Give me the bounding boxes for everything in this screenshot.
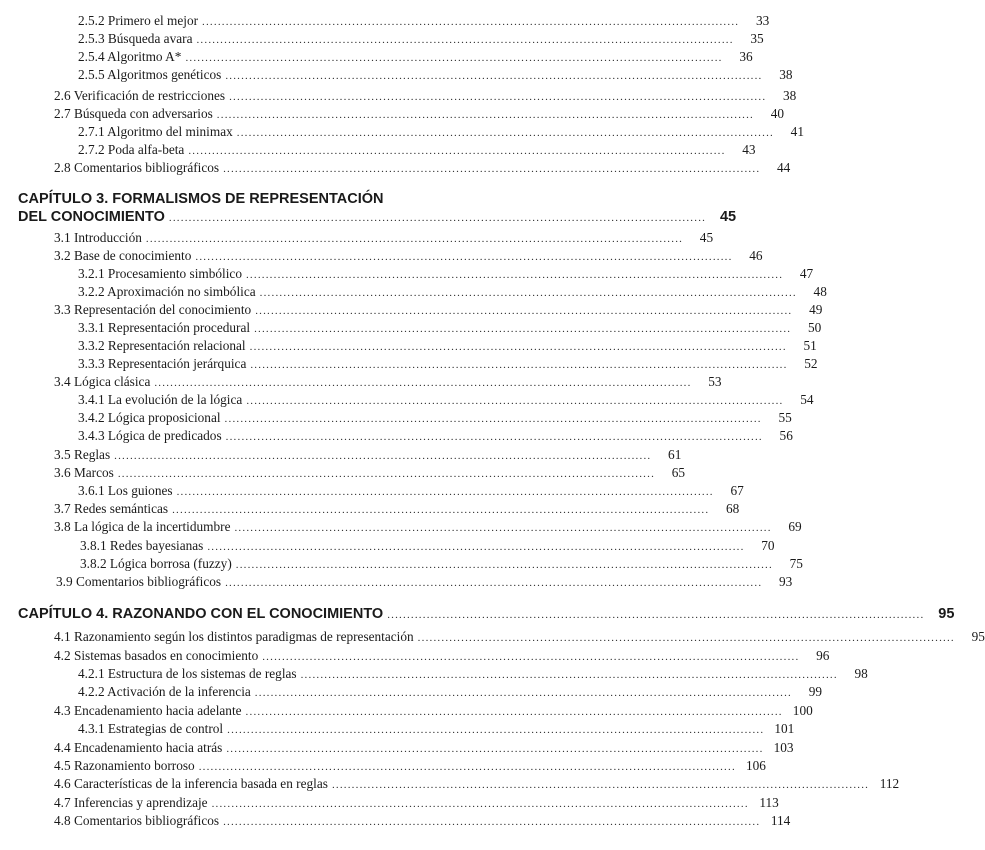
leader-dots: ........................................................................................................................................: [236, 127, 774, 139]
leader-dots: ........................................................................................................................................: [234, 522, 772, 534]
toc-entry-label: 3.1 Introducción: [54, 230, 142, 245]
toc-entry-page: 49: [809, 302, 823, 317]
leader-dots: ........................................................................................................................................: [227, 724, 765, 736]
leader-dots: ........................................................................................................................................: [223, 816, 761, 828]
toc-entry: [54, 702, 813, 719]
toc-entry-page: 48: [813, 284, 827, 299]
toc-entry: [78, 720, 795, 737]
toc-entry-label: 4.4 Encadenamiento hacia atrás: [54, 740, 223, 755]
leader-dots: ........................................................................................................................................: [114, 450, 652, 462]
toc-entry-page: 68: [726, 501, 740, 516]
toc-entry: [54, 373, 722, 390]
leader-dots: ........................................................................................................................................: [168, 212, 707, 224]
toc-entry-page: 41: [790, 124, 804, 139]
toc-entry-page: 103: [773, 740, 794, 755]
toc-entry: [78, 482, 744, 499]
toc-entry-page: 52: [804, 356, 818, 371]
leader-dots: ........................................................................................................................................: [202, 16, 740, 28]
toc-entry: [54, 812, 791, 829]
toc-entry: [78, 665, 868, 682]
toc-entry-label: 3.3.1 Representación procedural: [78, 320, 251, 335]
toc-entry-page: 65: [671, 465, 686, 480]
toc-entry: [54, 518, 802, 535]
toc-entry: [78, 409, 792, 426]
toc-entry-page: 112: [879, 776, 900, 791]
leader-dots: ........................................................................................................................................: [254, 323, 792, 335]
toc-entry: [78, 123, 804, 140]
leader-dots: ........................................................................................................................................: [198, 761, 736, 773]
toc-entry: [54, 301, 823, 318]
toc-entry-page: 51: [803, 338, 817, 353]
toc-entry-label: 2.6 Verificación de restricciones: [54, 88, 226, 103]
toc-entry: [54, 775, 900, 792]
toc-entry-page: 70: [761, 538, 775, 553]
toc-entry: [54, 647, 830, 664]
toc-entry-label: 3.3.3 Representación jerárquica: [78, 356, 247, 371]
toc-entry-page: 56: [779, 428, 793, 443]
leader-dots: ........................................................................................................................................: [246, 395, 784, 407]
toc-entry: [78, 66, 793, 83]
leader-dots: ........................................................................................................................................: [196, 34, 734, 46]
chapter-3-title-line1: CAPÍTULO 3. FORMALISMOS DE REPRESENTACIÓN: [18, 191, 384, 207]
toc-entry-page: 44: [776, 160, 791, 175]
toc-entry-page: 54: [800, 392, 814, 407]
toc-entry-page: 98: [854, 666, 868, 681]
toc-entry: [54, 446, 682, 463]
toc-entry-label: 3.7 Redes semánticas: [54, 501, 169, 516]
toc-entry-label: 4.6 Características de la inferencia basada en reglas: [54, 776, 328, 791]
leader-dots: ........................................................................................................................................: [188, 145, 726, 157]
toc-entry-label: 2.5.2 Primero el mejor: [78, 13, 199, 28]
toc-entry: [78, 355, 818, 372]
toc-entry-page: 46: [749, 248, 763, 263]
toc-entry-label: 3.3 Representación del conocimiento: [54, 302, 252, 317]
leader-dots: ........................................................................................................................................: [249, 341, 787, 353]
toc-entry: [54, 87, 797, 104]
toc-entry-label: 2.7.1 Algoritmo del minimax: [78, 124, 233, 139]
toc-entry-page: 38: [782, 88, 797, 103]
toc-entry-label: 4.7 Inferencias y aprendizaje: [54, 795, 208, 810]
toc-entry-page: 96: [816, 648, 830, 663]
toc-entry-label: 3.9 Comentarios bibliográficos: [56, 574, 222, 589]
toc-entry-page: 113: [759, 795, 779, 810]
toc-entry-label: 2.5.5 Algoritmos genéticos: [78, 67, 222, 82]
toc-entry: [54, 105, 784, 122]
leader-dots: ........................................................................................................................................: [211, 798, 749, 810]
leader-dots: ........................................................................................................................................: [225, 431, 763, 443]
chapter-3-page: 45: [719, 209, 737, 225]
toc-entry-page: 93: [778, 574, 793, 589]
toc-entry: [54, 159, 791, 176]
toc-entry-page: 35: [750, 31, 764, 46]
leader-dots: ........................................................................................................................................: [300, 669, 838, 681]
leader-dots: ........................................................................................................................................: [387, 609, 925, 621]
toc-entry-page: 40: [770, 106, 784, 121]
toc-entry-label: 2.5.4 Algoritmo A*: [78, 49, 182, 64]
leader-dots: ........................................................................................................................................: [117, 468, 656, 480]
toc-entry: [80, 555, 803, 572]
toc-entry-page: 95: [971, 629, 985, 644]
toc-entry-page: 106: [745, 758, 766, 773]
chapter-3-title-text: DEL CONOCIMIENTO: [18, 209, 165, 225]
toc-entry: [54, 628, 985, 645]
toc-entry-page: 33: [755, 13, 770, 28]
chapter-3-title-line2: [18, 208, 737, 226]
leader-dots: ........................................................................................................................................: [229, 91, 767, 103]
toc-entry-page: 55: [778, 410, 792, 425]
leader-dots: ........................................................................................................................................: [254, 687, 792, 699]
toc-entry-label: 4.2.2 Activación de la inferencia: [78, 684, 251, 699]
leader-dots: ........................................................................................................................................: [224, 413, 762, 425]
leader-dots: ........................................................................................................................................: [223, 163, 761, 175]
toc-entry: [78, 283, 827, 300]
toc-entry-label: 4.1 Razonamiento según los distintos paradigmas de representación: [54, 629, 414, 644]
toc-entry: [54, 247, 763, 264]
toc-entry: [78, 265, 814, 282]
leader-dots: ........................................................................................................................................: [185, 52, 723, 64]
leader-dots: ........................................................................................................................................: [235, 559, 773, 571]
toc-entry: [78, 683, 822, 700]
toc-entry-label: 3.8 La lógica de la incertidumbre: [54, 519, 231, 534]
toc-entry-page: 99: [808, 684, 822, 699]
toc-entry: [80, 537, 775, 554]
toc-entry-label: 4.2 Sistemas basados en conocimiento: [54, 648, 259, 663]
toc-entry-label: 3.5 Reglas: [54, 447, 111, 462]
toc-entry-label: 3.2.1 Procesamiento simbólico: [78, 266, 242, 281]
toc-entry-label: 3.4 Lógica clásica: [54, 374, 151, 389]
toc-entry: [54, 757, 766, 774]
toc-entry: [78, 12, 770, 29]
toc-entry: [54, 229, 714, 246]
leader-dots: ........................................................................................................................................: [245, 706, 783, 718]
leader-dots: ........................................................................................................................................: [255, 305, 793, 317]
toc-entry-page: 43: [742, 142, 756, 157]
leader-dots: ........................................................................................................................................: [417, 632, 955, 644]
toc-entry-label: 4.3 Encadenamiento hacia adelante: [54, 703, 242, 718]
toc-entry-page: 75: [789, 556, 803, 571]
toc-entry-label: 4.2.1 Estructura de los sistemas de reglas: [78, 666, 297, 681]
toc-entry-label: 4.5 Razonamiento borroso: [54, 758, 195, 773]
toc-entry-label: 3.4.3 Lógica de predicados: [78, 428, 222, 443]
leader-dots: ........................................................................................................................................: [331, 779, 870, 791]
leader-dots: ........................................................................................................................................: [195, 251, 733, 263]
leader-dots: ........................................................................................................................................: [154, 377, 692, 389]
leader-dots: ........................................................................................................................................: [225, 70, 763, 82]
toc-entry-label: 3.6 Marcos: [54, 465, 114, 480]
leader-dots: ........................................................................................................................................: [226, 743, 764, 755]
toc-entry-page: 61: [668, 447, 682, 462]
toc-entry-page: 47: [799, 266, 814, 281]
leader-dots: ........................................................................................................................................: [259, 287, 797, 299]
toc-entry-label: 3.2 Base de conocimiento: [54, 248, 192, 263]
toc-entry: [78, 427, 793, 444]
leader-dots: ........................................................................................................................................: [172, 504, 710, 516]
toc-entry-label: 3.8.1 Redes bayesianas: [80, 538, 204, 553]
toc-entry: [78, 48, 753, 65]
toc-entry: [78, 30, 764, 47]
toc-entry-label: 2.7.2 Poda alfa-beta: [78, 142, 185, 157]
toc-entry-label: 3.6.1 Los guiones: [78, 483, 173, 498]
leader-dots: ........................................................................................................................................: [245, 269, 784, 281]
toc-entry-page: 101: [774, 721, 795, 736]
toc-entry: [54, 464, 686, 481]
toc-entry-page: 69: [788, 519, 802, 534]
toc-entry-page: 114: [770, 813, 791, 828]
leader-dots: ........................................................................................................................................: [262, 651, 800, 663]
toc-entry: [78, 141, 756, 158]
toc-entry-label: 3.3.2 Representación relacional: [78, 338, 246, 353]
toc-entry-page: 53: [708, 374, 722, 389]
toc-entry-page: 67: [730, 483, 744, 498]
toc-entry-label: 3.4.1 La evolución de la lógica: [78, 392, 243, 407]
chapter-4-title-text: CAPÍTULO 4. RAZONANDO CON EL CONOCIMIENTO: [18, 606, 384, 622]
toc-entry: [54, 500, 740, 517]
chapter-4-page: 95: [938, 606, 955, 622]
leader-dots: ........................................................................................................................................: [145, 233, 684, 245]
toc-entry-page: 36: [739, 49, 753, 64]
toc-entry-page: 100: [792, 703, 813, 718]
toc-entry-label: 2.7 Búsqueda con adversarios: [54, 106, 213, 121]
toc-entry-page: 45: [699, 230, 714, 245]
toc-entry-label: 3.4.2 Lógica proposicional: [78, 410, 221, 425]
toc-entry: [78, 319, 822, 336]
toc-entry-label: 2.5.3 Búsqueda avara: [78, 31, 193, 46]
toc-entry-page: 50: [807, 320, 822, 335]
toc-entry: [78, 391, 814, 408]
leader-dots: ........................................................................................................................................: [207, 541, 745, 553]
chapter-4-title: [18, 605, 955, 623]
toc-entry-page: 38: [779, 67, 793, 82]
leader-dots: ........................................................................................................................................: [176, 486, 714, 498]
toc-entry-label: 3.2.2 Aproximación no simbólica: [78, 284, 256, 299]
leader-dots: ........................................................................................................................................: [250, 359, 788, 371]
toc-entry-label: 4.8 Comentarios bibliográficos: [54, 813, 220, 828]
toc-entry-label: 4.3.1 Estrategias de control: [78, 721, 224, 736]
toc-entry: [54, 739, 794, 756]
toc-entry: [54, 794, 779, 811]
toc-entry-label: 3.8.2 Lógica borrosa (fuzzy): [80, 556, 232, 571]
toc-entry: [56, 573, 793, 590]
leader-dots: ........................................................................................................................................: [216, 109, 754, 121]
toc-entry-label: 2.8 Comentarios bibliográficos: [54, 160, 220, 175]
toc-entry: [78, 337, 817, 354]
leader-dots: ........................................................................................................................................: [225, 577, 763, 589]
